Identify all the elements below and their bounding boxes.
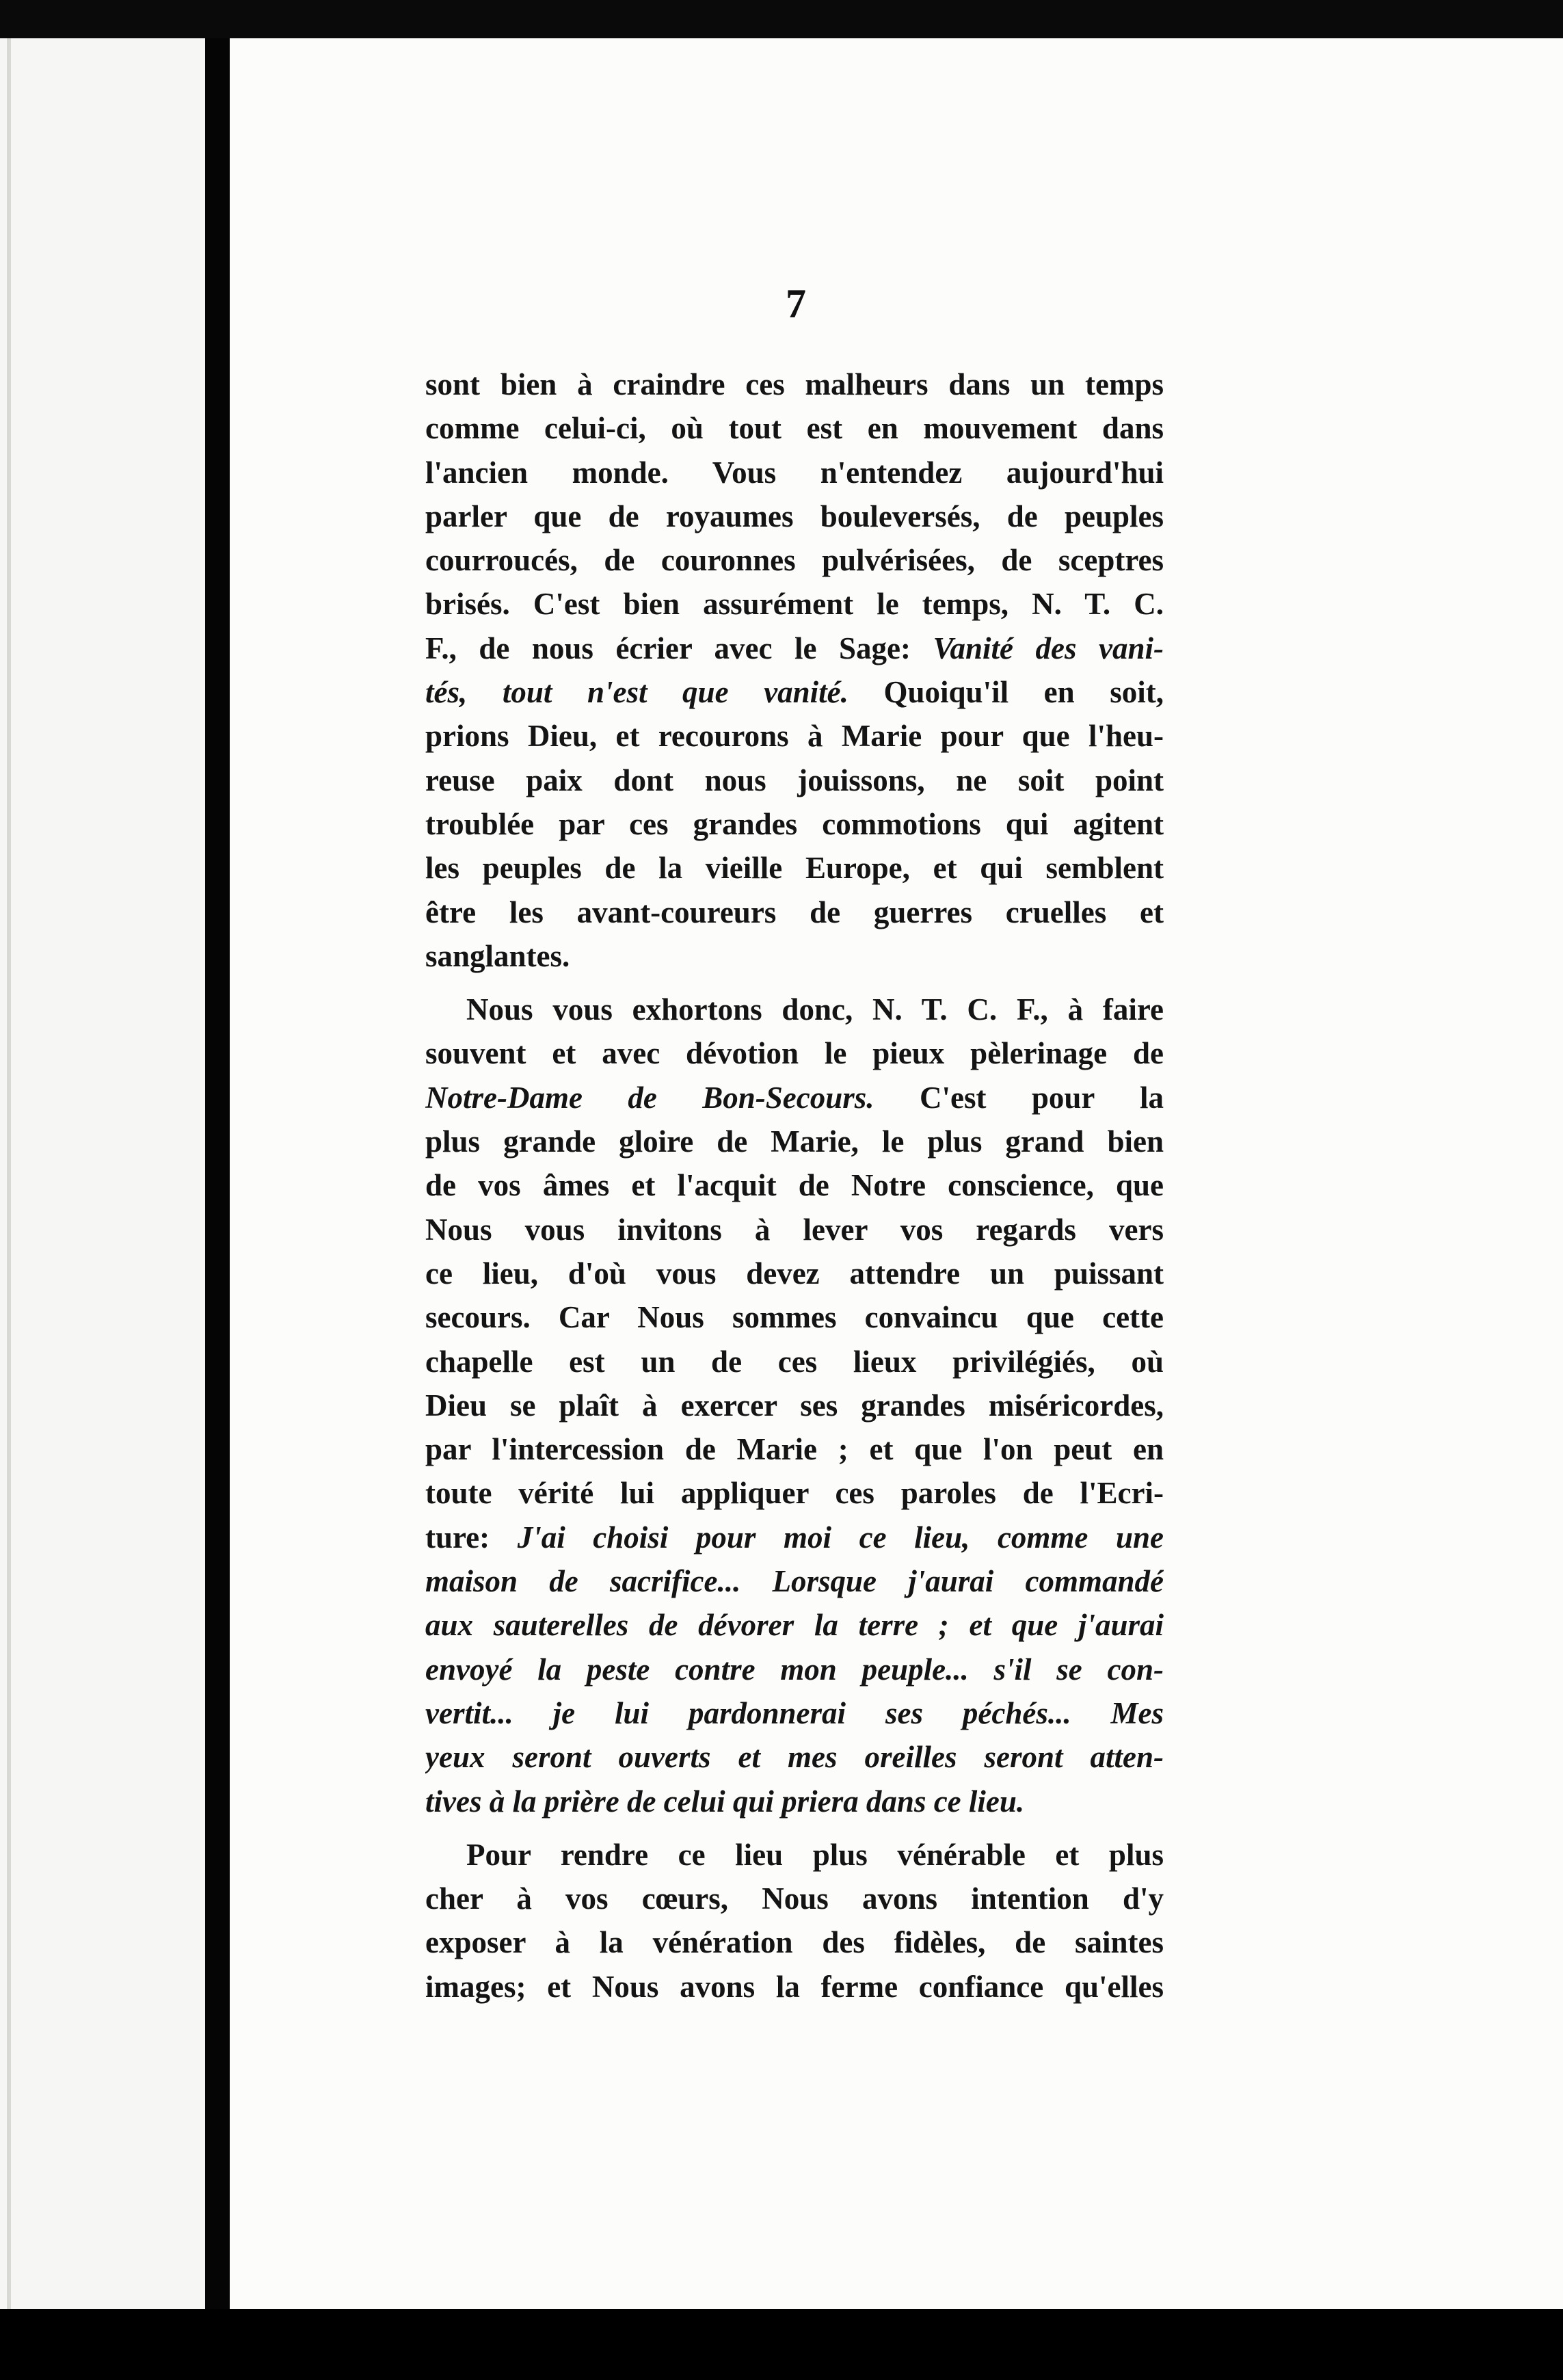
book-gutter — [205, 38, 230, 2309]
text-line: Nous vous invitons à lever vos regards vers — [425, 1212, 1164, 1247]
page-number: 7 — [786, 281, 806, 326]
text-line: Pour rendre ce lieu plus vénérable et plus — [466, 1837, 1164, 1872]
text-line: secours. Car Nous sommes convaincu que cette — [425, 1300, 1164, 1335]
text-line: les peuples de la vieille Europe, et qui semblent — [425, 851, 1164, 886]
text-line: ce lieu, d'où vous devez attendre un puissant — [425, 1256, 1164, 1291]
text-line: parler que de royaumes bouleversés, de peuples — [425, 499, 1164, 533]
text-line — [425, 670, 1164, 714]
italic-text: J'ai choisi pour moi ce lieu, comme une — [517, 1520, 1164, 1555]
roman-text: ture: — [425, 1520, 518, 1555]
text-line — [425, 1559, 1164, 1603]
roman-text: C'est pour la — [874, 1080, 1164, 1115]
text-line: toute vérité lui appliquer ces paroles de l'Ecri- — [425, 1476, 1164, 1511]
text-line: sanglantes. — [425, 938, 570, 973]
scan-bottom-border — [0, 2309, 1563, 2380]
italic-text: vertit... je lui pardonnerai ses péchés... Mes — [425, 1695, 1164, 1730]
italic-text: maison de sacrifice... Lorsque j'aurai commandé — [425, 1564, 1164, 1599]
spine-shadow — [7, 38, 11, 2309]
text-line — [425, 1076, 1164, 1120]
text-line — [425, 1691, 1164, 1735]
body-text — [425, 362, 1164, 2009]
text-line: de vos âmes et l'acquit de Notre conscience, que — [425, 1168, 1164, 1203]
italic-text: envoyé la peste contre mon peuple... s'il se con- — [425, 1652, 1164, 1687]
italic-text: aux sauterelles de dévorer la terre ; et que j'aurai — [425, 1608, 1164, 1643]
text-line — [425, 1603, 1164, 1647]
italic-text: yeux seront ouverts et mes oreilles seront atten- — [425, 1740, 1164, 1775]
facing-page-edge — [0, 38, 205, 2309]
text-line: chapelle est un de ces lieux privilégiés, où — [425, 1344, 1164, 1379]
italic-text: tives à la prière de celui qui priera dans ce lieu. — [425, 1784, 1025, 1819]
roman-text: F., de nous écrier avec le Sage: — [425, 631, 933, 665]
italic-text: tés, tout n'est que vanité. — [425, 675, 849, 710]
text-line: comme celui-ci, où tout est en mouvement dans — [425, 411, 1164, 446]
text-line: souvent et avec dévotion le pieux pèlerinage de — [425, 1036, 1164, 1071]
text-line: Nous vous exhortons donc, N. T. C. F., à faire — [466, 992, 1164, 1027]
text-line: sont bien à craindre ces malheurs dans un temps — [425, 367, 1164, 401]
text-line — [425, 1780, 1164, 1823]
text-line — [425, 1735, 1164, 1779]
italic-text: Notre-Dame de Bon-Secours. — [425, 1080, 874, 1115]
text-line: plus grande gloire de Marie, le plus grand bien — [425, 1124, 1164, 1159]
text-line: être les avant-coureurs de guerres cruelles et — [425, 895, 1164, 929]
text-line: l'ancien monde. Vous n'entendez aujourd'hui — [425, 455, 1164, 490]
roman-text: Quoiqu'il en soit, — [848, 675, 1164, 710]
text-line: troublée par ces grandes commotions qui agitent — [425, 806, 1164, 841]
text-line: brisés. C'est bien assurément le temps, N. T. C. — [425, 587, 1164, 622]
text-line — [425, 1648, 1164, 1691]
text-line: par l'intercession de Marie ; et que l'on peut en — [425, 1432, 1164, 1467]
text-line: images; et Nous avons la ferme confiance qu'elles — [425, 1969, 1164, 2004]
italic-text: Vanité des vani- — [933, 631, 1164, 665]
text-line: courroucés, de couronnes pulvérisées, de sceptres — [425, 543, 1164, 578]
scan-top-border — [0, 0, 1563, 38]
text-line: exposer à la vénération des fidèles, de saintes — [425, 1925, 1164, 1960]
text-line: reuse paix dont nous jouissons, ne soit point — [425, 763, 1164, 797]
text-line — [425, 1516, 1164, 1559]
text-line: Dieu se plaît à exercer ses grandes miséricordes, — [425, 1388, 1164, 1423]
text-line — [425, 626, 1164, 670]
text-line: cher à vos cœurs, Nous avons intention d'y — [425, 1881, 1164, 1916]
text-line: prions Dieu, et recourons à Marie pour que l'heu- — [425, 719, 1164, 754]
